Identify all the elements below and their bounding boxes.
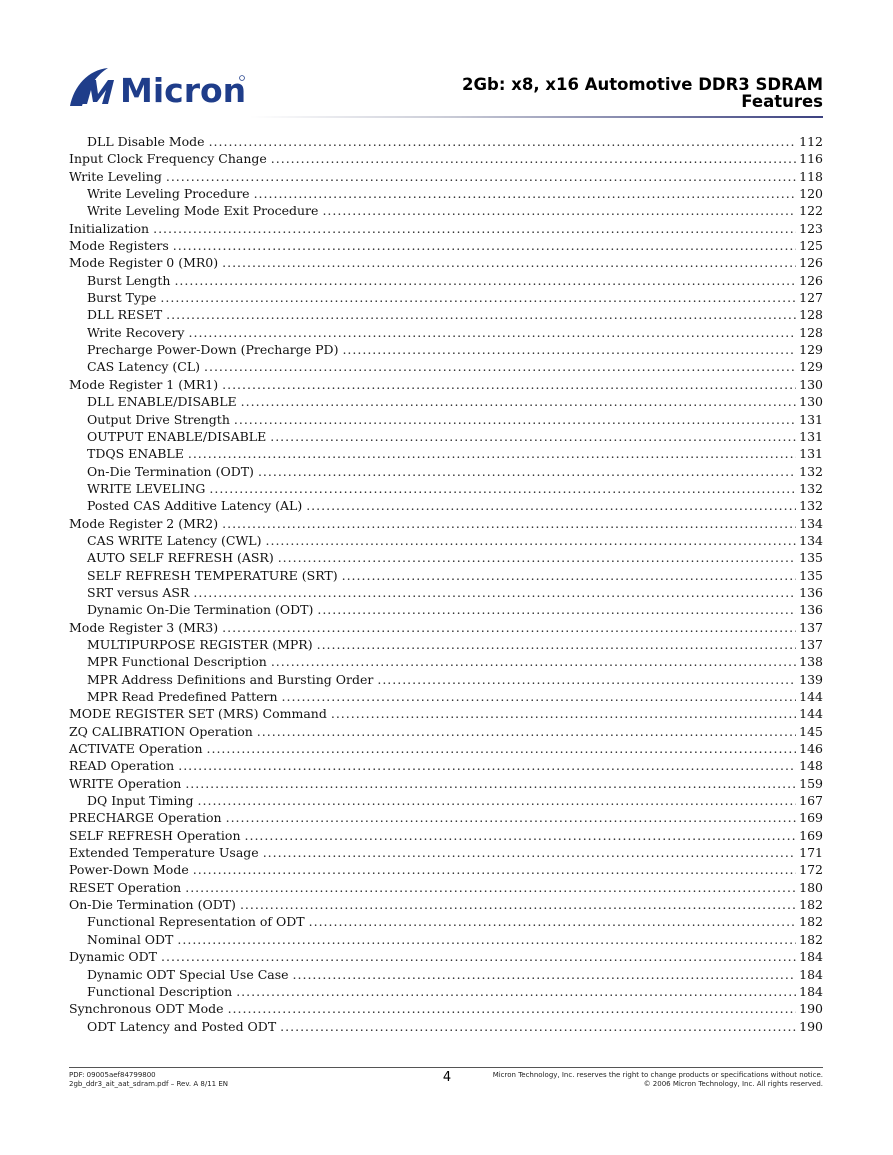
toc-entry-label: DLL ENABLE/DISABLE: [87, 394, 237, 410]
toc-entry[interactable]: [69, 463, 823, 480]
toc-entry[interactable]: [69, 688, 823, 705]
toc-entry-label: Posted CAS Additive Latency (AL): [87, 498, 303, 514]
toc-leader-dots: [263, 844, 796, 861]
toc-leader-dots: [278, 549, 796, 566]
toc-entry[interactable]: [69, 324, 823, 341]
toc-leader-dots: [280, 1018, 796, 1035]
toc-entry-page: 127: [799, 290, 823, 306]
toc-entry-page: 134: [799, 532, 823, 548]
toc-entry[interactable]: [69, 1000, 823, 1017]
toc-entry[interactable]: [69, 428, 823, 445]
toc-entry[interactable]: [69, 844, 823, 861]
toc-entry-label: DLL Disable Mode: [87, 134, 205, 149]
toc-entry-page: 184: [799, 949, 823, 965]
toc-entry[interactable]: [69, 445, 823, 462]
toc-entry-page: 167: [799, 793, 823, 809]
toc-entry-page: 190: [799, 1001, 823, 1017]
toc-leader-dots: [317, 601, 796, 618]
toc-leader-dots: [222, 254, 796, 271]
footer-doc-info: [69, 1071, 228, 1089]
toc-entry[interactable]: [69, 376, 823, 393]
toc-entry[interactable]: [69, 671, 823, 688]
toc-entry[interactable]: [69, 237, 823, 254]
toc-entry[interactable]: [69, 150, 823, 167]
toc-leader-dots: [185, 775, 796, 792]
toc-entry-label: AUTO SELF REFRESH (ASR): [87, 550, 274, 566]
toc-entry[interactable]: [69, 133, 823, 150]
toc-entry-label: CAS Latency (CL): [87, 359, 201, 375]
toc-entry-label: PRECHARGE Operation: [69, 810, 222, 826]
toc-entry-label: Write Leveling Mode Exit Procedure: [87, 203, 319, 219]
title-line-1: 2Gb: x8, x16 Automotive DDR3 SDRAM: [462, 75, 823, 94]
toc-leader-dots: [240, 896, 796, 913]
toc-entry-page: 180: [799, 879, 823, 895]
toc-entry[interactable]: [69, 515, 823, 532]
page-number: 4: [442, 1070, 452, 1085]
toc-entry[interactable]: [69, 601, 823, 618]
toc-entry-label: SELF REFRESH TEMPERATURE (SRT): [87, 567, 338, 583]
toc-entry[interactable]: [69, 480, 823, 497]
toc-entry-label: DQ Input Timing: [87, 793, 194, 809]
toc-entry[interactable]: [69, 740, 823, 757]
toc-entry[interactable]: [69, 393, 823, 410]
toc-entry-label: On-Die Termination (ODT): [87, 463, 254, 479]
toc-entry[interactable]: [69, 809, 823, 826]
toc-entry-label: Write Leveling Procedure: [87, 186, 250, 202]
table-of-contents: [69, 133, 823, 1035]
toc-entry-label: Precharge Power-Down (Precharge PD): [87, 342, 339, 358]
toc-entry-page: 184: [799, 966, 823, 982]
toc-entry-page: 126: [799, 272, 823, 288]
toc-entry[interactable]: [69, 636, 823, 653]
toc-entry-page: 139: [799, 671, 823, 687]
title-line-2: Features: [741, 92, 823, 111]
toc-entry[interactable]: [69, 931, 823, 948]
toc-entry[interactable]: [69, 532, 823, 549]
toc-entry-label: WRITE Operation: [69, 775, 182, 791]
toc-entry-page: 182: [799, 931, 823, 947]
toc-entry[interactable]: [69, 948, 823, 965]
toc-entry-page: 132: [799, 480, 823, 496]
toc-entry-page: 148: [799, 758, 823, 774]
toc-entry[interactable]: [69, 341, 823, 358]
toc-entry[interactable]: [69, 289, 823, 306]
toc-entry[interactable]: [69, 757, 823, 774]
toc-entry-label: MPR Read Predefined Pattern: [87, 689, 278, 704]
toc-entry-page: 184: [799, 983, 823, 999]
toc-entry-page: 116: [799, 151, 823, 167]
toc-entry-page: 129: [799, 359, 823, 375]
toc-entry-label: Mode Register 1 (MR1): [69, 376, 219, 392]
toc-leader-dots: [293, 966, 797, 983]
toc-entry[interactable]: [69, 775, 823, 792]
footer-rights: [493, 1071, 823, 1089]
toc-leader-dots: [160, 289, 796, 306]
toc-leader-dots: [266, 532, 797, 549]
footer-pdf-id: PDF: 09005aef84799800: [69, 1071, 156, 1079]
toc-leader-dots: [241, 393, 796, 410]
footer-file-rev: 2gb_ddr3_ait_aat_sdram.pdf – Rev. A 8/11 EN: [69, 1080, 228, 1088]
toc-leader-dots: [257, 723, 796, 740]
toc-entry-page: 123: [799, 220, 823, 236]
toc-entry-label: Write Recovery: [87, 324, 185, 340]
toc-leader-dots: [245, 827, 797, 844]
toc-entry-page: 112: [799, 134, 823, 149]
toc-entry-page: 146: [799, 741, 823, 757]
toc-entry-label: ODT Latency and Posted ODT: [87, 1018, 277, 1034]
micron-logo: [68, 64, 248, 110]
toc-entry-page: 128: [799, 324, 823, 340]
toc-entry-label: MULTIPURPOSE REGISTER (MPR): [87, 636, 313, 652]
toc-entry-page: 182: [799, 897, 823, 913]
toc-leader-dots: [174, 272, 796, 289]
toc-leader-dots: [177, 931, 796, 948]
toc-entry-page: 136: [799, 584, 823, 600]
toc-entry-label: Burst Length: [87, 272, 171, 288]
toc-entry-label: Extended Temperature Usage: [69, 845, 259, 861]
toc-entry-page: 138: [799, 654, 823, 670]
toc-entry[interactable]: [69, 254, 823, 271]
toc-entry-label: Mode Registers: [69, 238, 169, 254]
toc-leader-dots: [209, 480, 796, 497]
toc-entry[interactable]: [69, 411, 823, 428]
toc-entry-page: 131: [799, 446, 823, 462]
toc-entry-label: Input Clock Frequency Change: [69, 151, 267, 167]
toc-entry-page: 144: [799, 706, 823, 722]
toc-entry[interactable]: [69, 983, 823, 1000]
toc-entry[interactable]: [69, 705, 823, 722]
toc-leader-dots: [222, 515, 796, 532]
toc-entry-page: 137: [799, 619, 823, 635]
toc-leader-dots: [193, 861, 796, 878]
toc-leader-dots: [222, 619, 796, 636]
toc-entry[interactable]: [69, 619, 823, 636]
toc-entry-label: Initialization: [69, 220, 150, 236]
toc-entry-page: 171: [799, 845, 823, 861]
toc-entry-label: RESET Operation: [69, 879, 182, 895]
logo-wordmark: Micron: [120, 71, 247, 110]
toc-entry-page: 169: [799, 827, 823, 843]
toc-leader-dots: [271, 653, 796, 670]
toc-leader-dots: [226, 809, 797, 826]
toc-entry[interactable]: [69, 220, 823, 237]
toc-entry-page: 169: [799, 810, 823, 826]
toc-entry-label: Mode Register 2 (MR2): [69, 515, 219, 531]
toc-entry-label: Functional Description: [87, 983, 233, 999]
toc-entry-label: Functional Representation of ODT: [87, 914, 305, 930]
footer-rights-line-1: Micron Technology, Inc. reserves the right to change products or specifications without notice.: [492, 1071, 823, 1079]
toc-entry-page: 134: [799, 515, 823, 531]
toc-entry[interactable]: [69, 497, 823, 514]
toc-entry[interactable]: [69, 306, 823, 323]
toc-entry-label: MODE REGISTER SET (MRS) Command: [69, 706, 327, 722]
toc-entry-page: 145: [799, 723, 823, 739]
toc-entry-label: CAS WRITE Latency (CWL): [87, 532, 262, 548]
toc-leader-dots: [185, 879, 796, 896]
toc-entry-label: Dynamic ODT: [69, 949, 158, 965]
toc-entry-label: ACTIVATE Operation: [69, 741, 203, 757]
toc-entry-label: Mode Register 0 (MR0): [69, 255, 219, 271]
toc-entry[interactable]: [69, 723, 823, 740]
toc-entry[interactable]: [69, 966, 823, 983]
toc-entry-page: 144: [799, 689, 823, 704]
toc-entry-page: 137: [799, 636, 823, 652]
toc-entry-label: Write Leveling: [69, 168, 162, 184]
toc-leader-dots: [317, 636, 797, 653]
toc-entry-page: 129: [799, 342, 823, 358]
toc-entry-page: 132: [799, 498, 823, 514]
toc-entry-page: 172: [799, 862, 823, 878]
toc-leader-dots: [209, 133, 797, 150]
toc-entry-label: WRITE LEVELING: [87, 480, 206, 496]
document-title: [462, 76, 823, 110]
toc-leader-dots: [322, 202, 796, 219]
toc-leader-dots: [166, 168, 796, 185]
toc-entry-page: 135: [799, 567, 823, 583]
footer-rule: [69, 1067, 823, 1068]
header-rule: [250, 116, 823, 118]
toc-leader-dots: [204, 358, 796, 375]
toc-entry-label: ZQ CALIBRATION Operation: [69, 723, 253, 739]
toc-leader-dots: [309, 913, 797, 930]
toc-entry-page: 190: [799, 1018, 823, 1034]
toc-leader-dots: [198, 792, 797, 809]
toc-leader-dots: [228, 1000, 797, 1017]
toc-leader-dots: [173, 237, 796, 254]
toc-entry[interactable]: [69, 549, 823, 566]
toc-entry[interactable]: [69, 202, 823, 219]
toc-entry-page: 135: [799, 550, 823, 566]
toc-entry[interactable]: [69, 584, 823, 601]
toc-entry-label: Nominal ODT: [87, 931, 174, 947]
toc-entry[interactable]: [69, 358, 823, 375]
toc-entry-page: 159: [799, 775, 823, 791]
toc-leader-dots: [161, 948, 796, 965]
toc-leader-dots: [342, 341, 796, 358]
toc-entry-page: 118: [799, 168, 823, 184]
toc-entry-label: DLL RESET: [87, 307, 163, 323]
toc-entry-label: Power-Down Mode: [69, 862, 189, 878]
toc-entry-page: 182: [799, 914, 823, 930]
toc-entry[interactable]: [69, 879, 823, 896]
toc-entry-page: 130: [799, 394, 823, 410]
toc-entry-page: 130: [799, 376, 823, 392]
toc-entry-label: SRT versus ASR: [87, 584, 190, 600]
toc-entry-label: MPR Functional Description: [87, 654, 267, 670]
toc-entry-page: 132: [799, 463, 823, 479]
toc-entry[interactable]: [69, 792, 823, 809]
toc-leader-dots: [178, 757, 796, 774]
toc-entry-page: 128: [799, 307, 823, 323]
toc-entry-label: Synchronous ODT Mode: [69, 1001, 224, 1017]
toc-entry[interactable]: [69, 185, 823, 202]
toc-entry[interactable]: [69, 827, 823, 844]
toc-leader-dots: [153, 220, 796, 237]
toc-entry-page: 126: [799, 255, 823, 271]
toc-entry[interactable]: [69, 896, 823, 913]
toc-entry[interactable]: [69, 272, 823, 289]
toc-leader-dots: [270, 428, 796, 445]
toc-entry[interactable]: [69, 168, 823, 185]
footer-rights-line-2: © 2006 Micron Technology, Inc. All rights reserved.: [643, 1080, 823, 1088]
toc-leader-dots: [189, 324, 797, 341]
toc-leader-dots: [282, 688, 797, 705]
toc-leader-dots: [258, 463, 796, 480]
toc-entry-label: Burst Type: [87, 290, 157, 306]
toc-entry[interactable]: [69, 653, 823, 670]
toc-entry-page: 136: [799, 602, 823, 618]
toc-entry-label: Dynamic ODT Special Use Case: [87, 966, 289, 982]
toc-entry-page: 131: [799, 411, 823, 427]
toc-entry-label: OUTPUT ENABLE/DISABLE: [87, 428, 267, 444]
toc-entry-label: SELF REFRESH Operation: [69, 827, 241, 843]
toc-leader-dots: [254, 185, 797, 202]
toc-entry-page: 120: [799, 186, 823, 202]
toc-entry-label: On-Die Termination (ODT): [69, 897, 236, 913]
toc-leader-dots: [306, 497, 796, 514]
toc-entry-page: 131: [799, 428, 823, 444]
toc-leader-dots: [331, 705, 796, 722]
toc-entry-page: 125: [799, 238, 823, 254]
toc-leader-dots: [207, 740, 797, 757]
toc-leader-dots: [342, 567, 797, 584]
toc-entry-label: MPR Address Definitions and Bursting Order: [87, 671, 374, 687]
toc-leader-dots: [222, 376, 796, 393]
toc-entry-page: 122: [799, 203, 823, 219]
toc-entry-label: Mode Register 3 (MR3): [69, 619, 219, 635]
toc-leader-dots: [188, 445, 796, 462]
toc-entry[interactable]: [69, 861, 823, 878]
toc-leader-dots: [166, 306, 796, 323]
toc-entry-label: Output Drive Strength: [87, 411, 230, 427]
toc-leader-dots: [271, 150, 796, 167]
toc-entry[interactable]: [69, 913, 823, 930]
toc-entry[interactable]: [69, 1018, 823, 1035]
toc-leader-dots: [234, 411, 796, 428]
toc-leader-dots: [236, 983, 796, 1000]
toc-leader-dots: [377, 671, 796, 688]
toc-entry[interactable]: [69, 567, 823, 584]
toc-entry-label: READ Operation: [69, 758, 175, 774]
toc-leader-dots: [193, 584, 796, 601]
toc-entry-label: Dynamic On-Die Termination (ODT): [87, 602, 314, 618]
toc-entry-label: TDQS ENABLE: [87, 446, 184, 462]
